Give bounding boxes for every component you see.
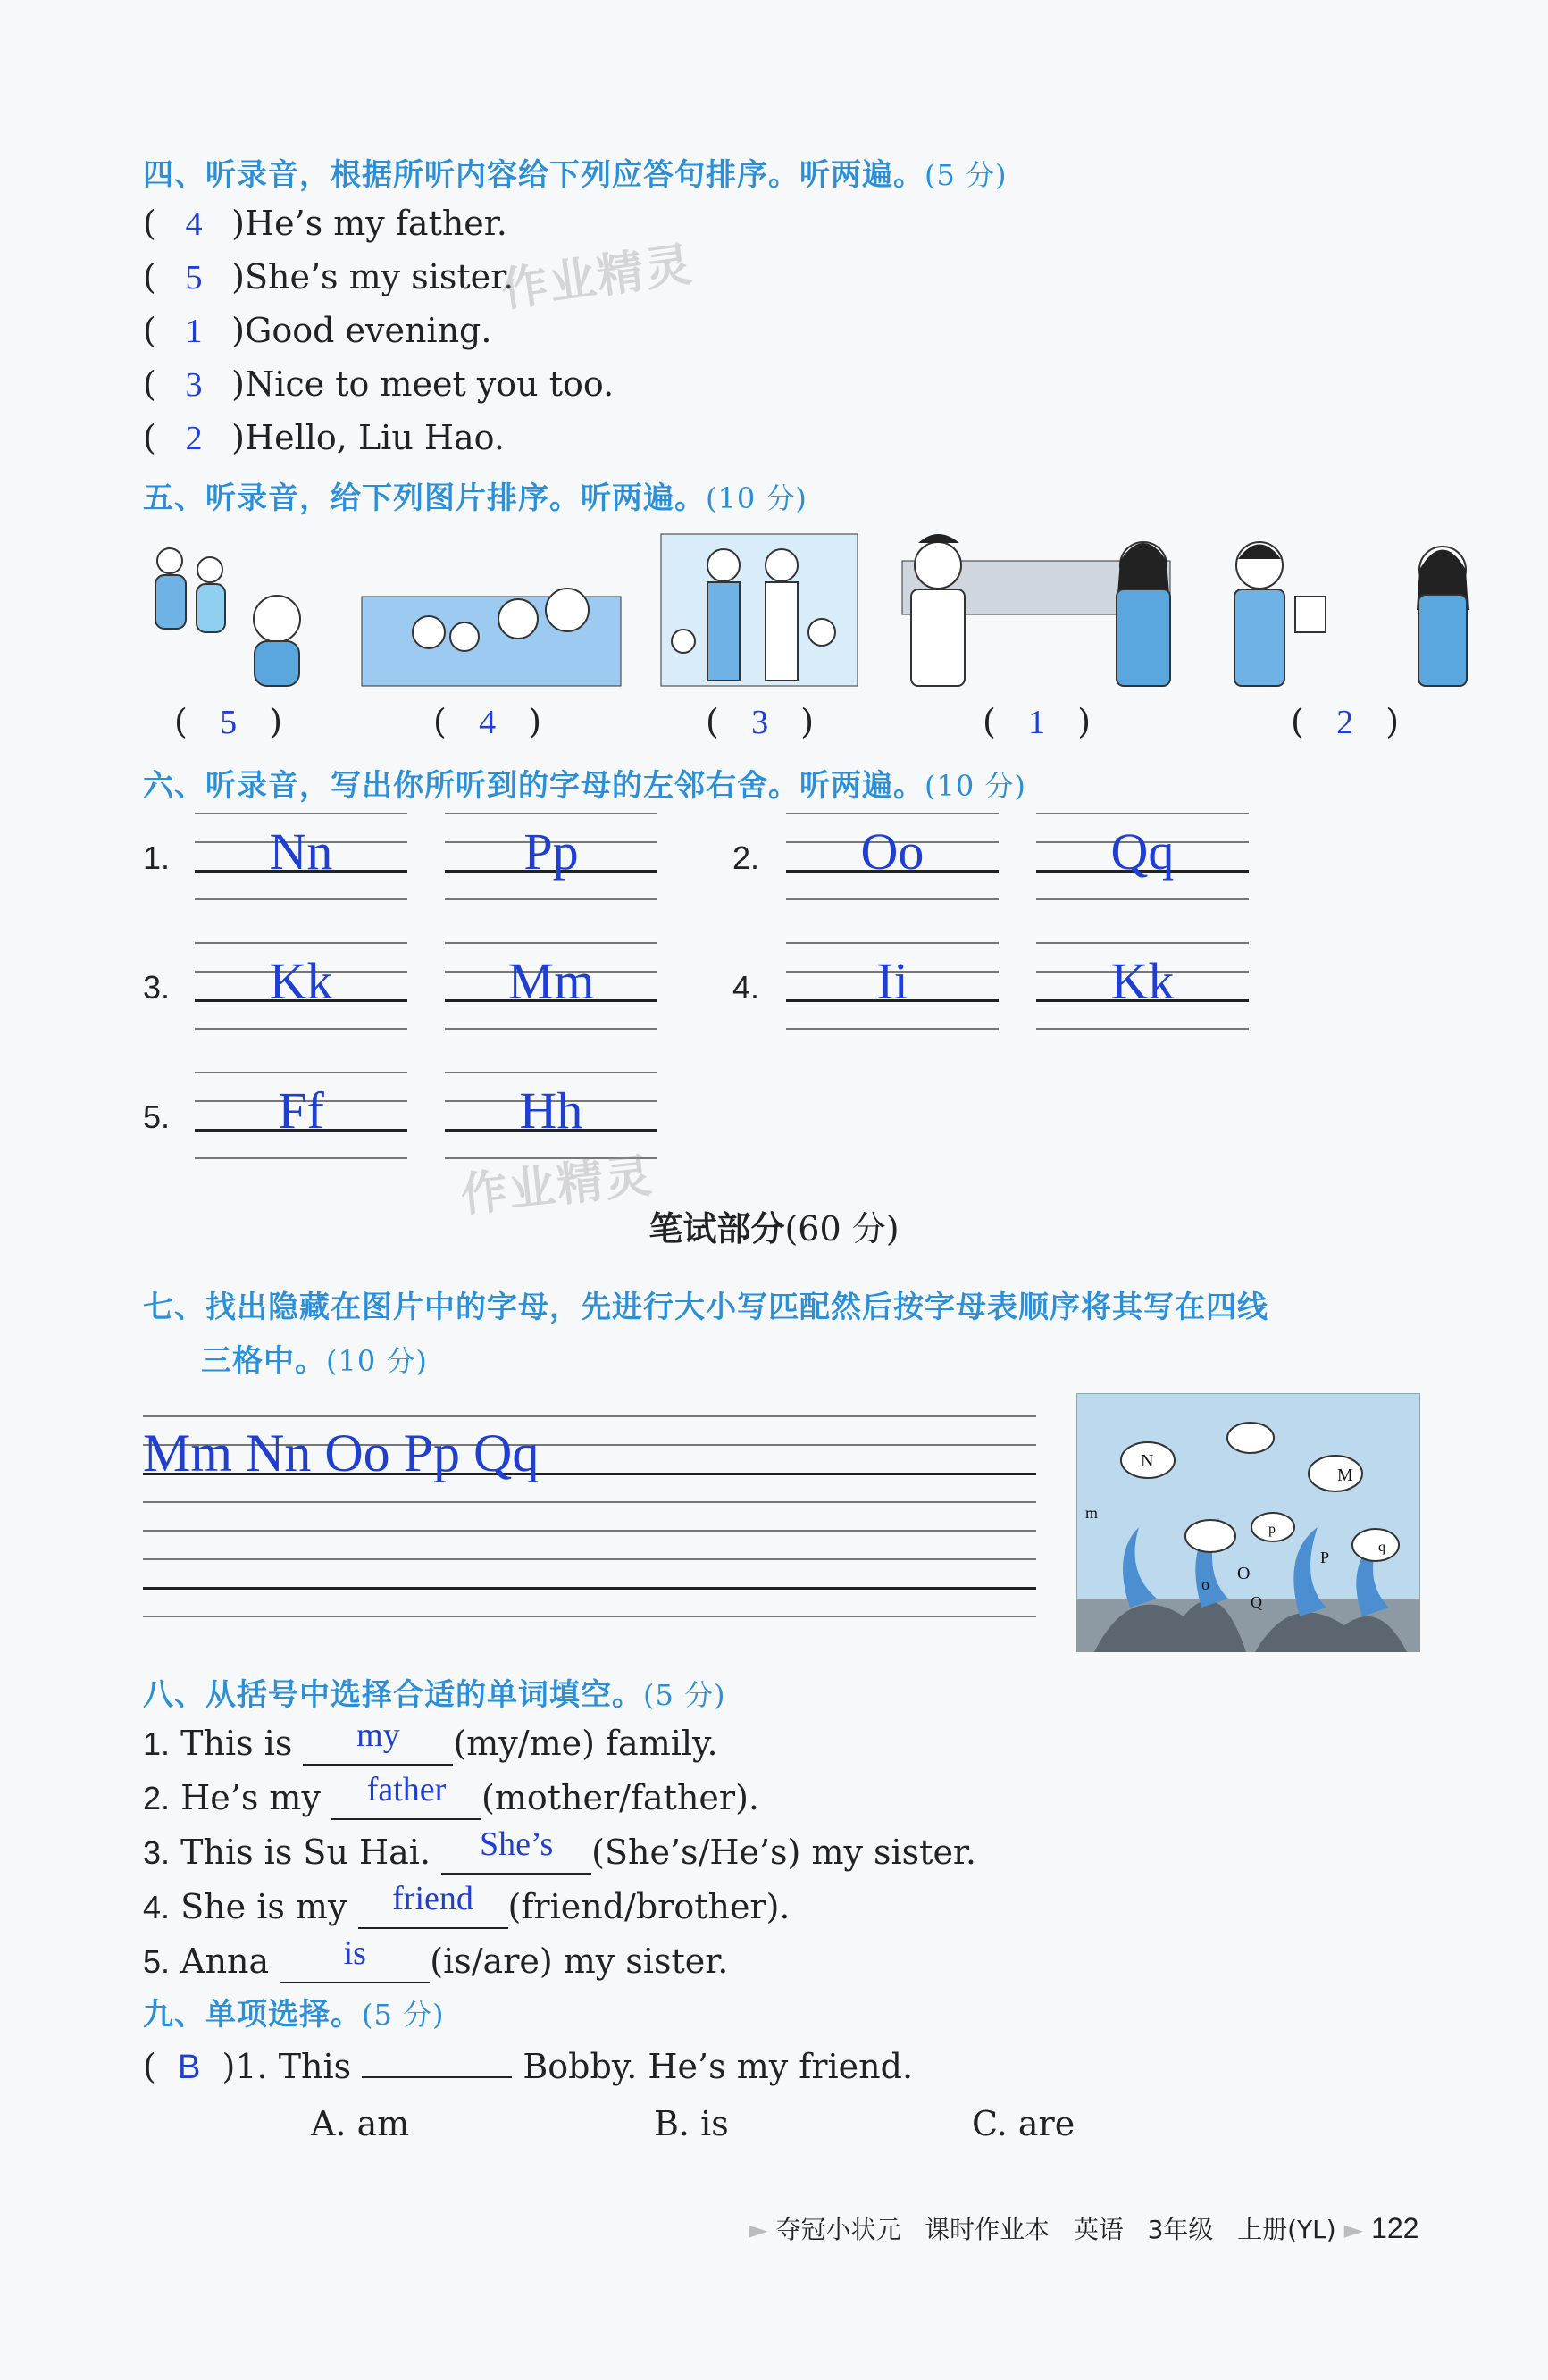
item-number: 3. <box>143 969 171 1006</box>
written-part-points: (60 分) <box>784 1209 900 1248</box>
list-item <box>143 1771 976 1833</box>
section7-title-text: 三格中。 <box>201 1343 326 1379</box>
letter-answer: Ii <box>876 952 908 1010</box>
section4-title-text: 四、听录音，根据所听内容给下列应答句排序。听两遍。 <box>143 157 925 193</box>
sentence-after: (friend/brother). <box>507 1887 791 1926</box>
list-item: ( 5 )She’s my sister. <box>143 257 515 296</box>
sentence-after: (She’s/He’s) my sister. <box>591 1833 977 1872</box>
sentence-before: This is <box>180 1724 293 1763</box>
section7-points: (10 分) <box>326 1344 428 1378</box>
fill-blank[interactable] <box>441 1825 591 1875</box>
section8-title <box>143 1670 726 1714</box>
item-number: 3. <box>143 1834 171 1871</box>
section5-pictures <box>143 525 1483 695</box>
item-number: 1. <box>143 1725 171 1762</box>
section5-points: (10 分) <box>706 481 807 515</box>
item-number: 2. <box>732 839 760 876</box>
hidden-letter: p <box>1268 1522 1276 1537</box>
picture-boy-girl-greeting <box>902 534 1170 686</box>
section7-writing-area[interactable] <box>143 1415 1036 1630</box>
item-number: 5. <box>143 1943 171 1980</box>
sentence-before: Anna <box>180 1942 270 1981</box>
sentence-text: )Nice to meet you too. <box>231 364 615 404</box>
letter-answer: Kk <box>269 952 333 1010</box>
letter-answer: Hh <box>519 1081 583 1140</box>
letter-answer: Mm <box>507 952 595 1010</box>
option-b[interactable]: B. is <box>654 2104 729 2143</box>
item-number: 5. <box>143 1098 171 1135</box>
question-after: Bobby. He’s my friend. <box>523 2047 914 2086</box>
watermark: 作业精灵 <box>498 238 697 318</box>
picture-answer-1: ( 5 ) <box>174 702 283 741</box>
order-answer[interactable]: 4 <box>479 704 497 741</box>
four-line-grid[interactable] <box>445 813 657 913</box>
picture-family <box>661 534 858 686</box>
section4-title <box>143 150 1008 194</box>
option-c[interactable]: C. are <box>972 2104 1075 2143</box>
four-line-grid[interactable] <box>1036 813 1249 913</box>
letter-answer: Oo <box>860 823 925 881</box>
list-item <box>143 1934 976 1996</box>
watermark: 作业精灵 <box>458 1148 657 1223</box>
list-item: ( 1 )Good evening. <box>143 311 492 350</box>
section4-list <box>143 204 614 472</box>
section8-list <box>143 1716 977 1996</box>
order-answer[interactable]: 4 <box>185 205 203 243</box>
fill-blank[interactable] <box>331 1771 481 1820</box>
sentence-before: This is Su Hai. <box>180 1833 431 1872</box>
fill-blank[interactable] <box>280 1934 430 1983</box>
fill-blank[interactable] <box>358 1880 508 1929</box>
page-footer <box>749 2210 1418 2246</box>
hidden-letter: q <box>1378 1540 1385 1555</box>
sentence-text: )Good evening. <box>231 311 492 350</box>
item-number: 1. <box>143 839 171 876</box>
question-number: )1. <box>222 2047 268 2086</box>
section8-points: (5 分) <box>643 1678 726 1712</box>
blank-answer: friend <box>392 1880 473 1917</box>
order-answer[interactable]: 2 <box>1336 704 1354 741</box>
picture-mice-cat <box>155 548 300 686</box>
four-line-grid[interactable] <box>786 942 999 1042</box>
hidden-letters-picture <box>1076 1393 1420 1652</box>
picture-answer-4: ( 1 ) <box>983 702 1092 741</box>
section6-title-text: 六、听录音，写出你所听到的字母的左邻右舍。听两遍。 <box>143 768 925 804</box>
question-1: ( B )1. This Bobby. He’s my friend. <box>143 2047 914 2086</box>
footer-series: 夺冠小状元 <box>775 2215 901 2244</box>
picture-animals-group <box>362 589 621 686</box>
hidden-letter: N <box>1141 1451 1154 1471</box>
list-item <box>143 1825 977 1887</box>
four-line-grid[interactable] <box>195 813 407 913</box>
letter-answer: Ff <box>278 1081 324 1140</box>
four-line-grid[interactable] <box>1036 942 1249 1042</box>
fill-blank[interactable] <box>362 2050 512 2078</box>
item-number: 4. <box>143 1889 171 1925</box>
sentence-before: She is my <box>180 1887 347 1926</box>
blank-answer: is <box>343 1934 366 1972</box>
hidden-letter: O <box>1237 1564 1251 1583</box>
blank-answer: my <box>356 1716 400 1754</box>
footer-book: 课时作业本 <box>925 2215 1050 2244</box>
written-part-title: 笔试部分 <box>648 1209 785 1248</box>
order-answer[interactable]: 5 <box>185 259 203 296</box>
footer-arrow-icon: ► <box>749 2215 768 2244</box>
section6-title <box>143 761 1026 805</box>
blank-answer: father <box>366 1771 447 1808</box>
letter-answer: Qq <box>1110 823 1175 881</box>
order-answer[interactable]: 1 <box>1028 704 1046 741</box>
section5-title-text: 五、听录音，给下列图片排序。听两遍。 <box>143 480 706 516</box>
section9-title-text: 九、单项选择。 <box>143 1997 362 2033</box>
four-line-grid[interactable] <box>195 942 407 1042</box>
footer-grade: 3年级 <box>1147 2215 1214 2244</box>
sentence-text: )He’s my father. <box>231 204 507 243</box>
page-number: 122 <box>1371 2212 1419 2244</box>
question-before: This <box>278 2047 352 2086</box>
footer-term: 上册(YL) <box>1237 2215 1336 2244</box>
picture-boy-photo-girl <box>1234 542 1469 686</box>
written-part-heading <box>0 1201 1548 1250</box>
option-a[interactable]: A. am <box>311 2104 410 2143</box>
section5-title <box>143 473 807 517</box>
order-answer[interactable]: 3 <box>185 366 203 404</box>
sentence-text: )Hello, Liu Hao. <box>231 418 505 457</box>
section9-points: (5 分) <box>362 1998 445 2032</box>
blank-answer: She’s <box>479 1825 554 1863</box>
section4-points: (5 分) <box>925 158 1008 192</box>
sentence-after: (is/are) my sister. <box>430 1942 729 1981</box>
choice-answer[interactable]: B <box>177 2049 201 2086</box>
four-line-grid[interactable] <box>195 1072 407 1172</box>
order-answer[interactable]: 3 <box>751 704 769 741</box>
order-answer[interactable]: 5 <box>220 704 238 741</box>
item-number: 2. <box>143 1780 171 1816</box>
four-line-grid[interactable] <box>445 942 657 1042</box>
picture-answer-5: ( 2 ) <box>1291 702 1400 741</box>
hidden-letter: M <box>1337 1466 1353 1485</box>
hidden-letter: m <box>1085 1504 1099 1522</box>
list-item: ( 2 )Hello, Liu Hao. <box>143 418 505 457</box>
footer-arrow-icon: ► <box>1343 2215 1364 2244</box>
list-item: ( 3 )Nice to meet you too. <box>143 364 615 404</box>
picture-answer-2: ( 4 ) <box>433 702 542 741</box>
four-line-grid[interactable] <box>786 813 999 913</box>
section6-points: (10 分) <box>925 769 1026 803</box>
sentence-after: (my/me) family. <box>453 1724 718 1763</box>
letter-answer: Nn <box>269 823 333 881</box>
section9-title <box>143 1990 445 2033</box>
section8-title-text: 八、从括号中选择合适的单词填空。 <box>143 1677 643 1713</box>
order-answer[interactable]: 2 <box>185 420 203 457</box>
section7-answer: Mm Nn Oo Pp Qq <box>143 1424 540 1482</box>
fill-blank[interactable] <box>303 1716 453 1766</box>
letter-answer: Kk <box>1110 952 1175 1010</box>
hidden-letter: Q <box>1251 1593 1262 1611</box>
item-number: 4. <box>732 969 760 1006</box>
section7-title-line2 <box>201 1336 428 1380</box>
hidden-letter: o <box>1201 1575 1209 1593</box>
letter-answer: Pp <box>523 823 579 881</box>
sentence-before: He’s my <box>180 1778 321 1817</box>
order-answer[interactable]: 1 <box>185 313 203 350</box>
list-item: ( 4 )He’s my father. <box>143 204 507 243</box>
list-item <box>143 1716 976 1778</box>
sentence-after: (mother/father). <box>481 1778 759 1817</box>
footer-subject: 英语 <box>1073 2215 1124 2244</box>
hidden-letter: P <box>1320 1549 1330 1566</box>
section7-title-line1: 七、找出隐藏在图片中的字母，先进行大小写匹配然后按字母表顺序将其写在四线 <box>143 1290 1268 1325</box>
picture-answer-3: ( 3 ) <box>706 702 815 741</box>
sentence-text: )She’s my sister. <box>231 257 515 296</box>
list-item <box>143 1880 976 1942</box>
